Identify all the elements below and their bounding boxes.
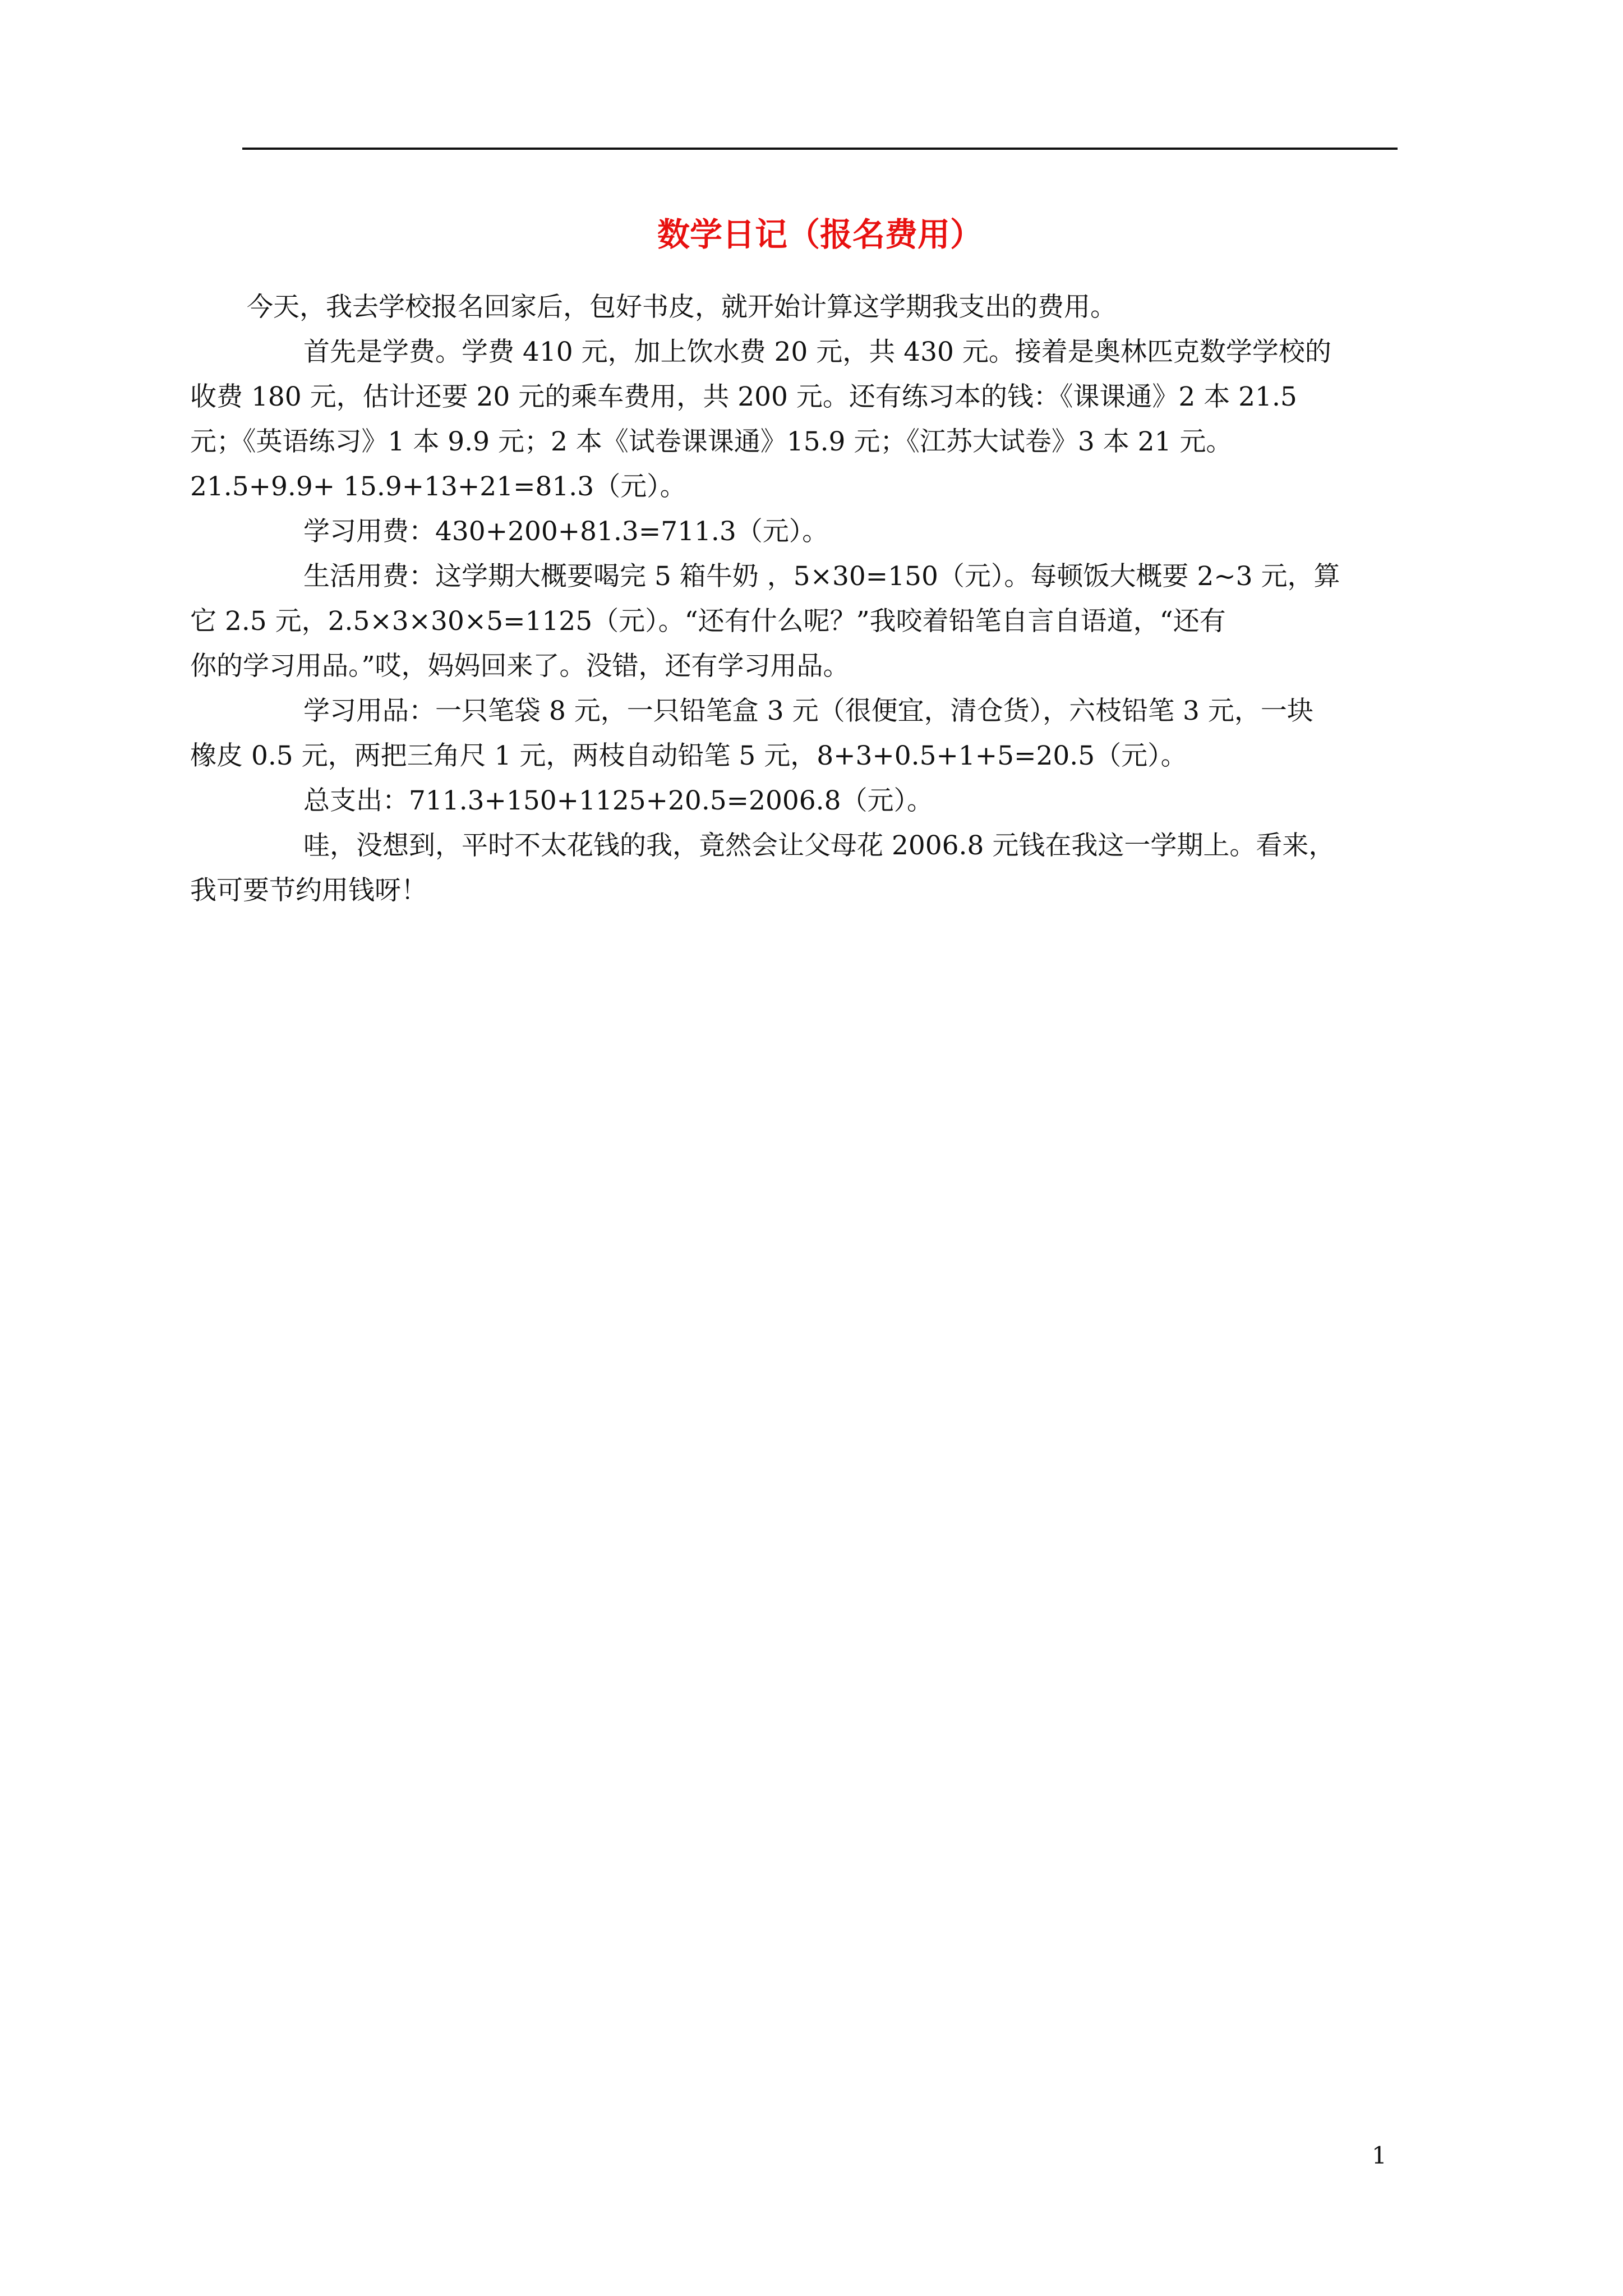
text-line: 学习用费：430+200+81.3=711.3（元）。 (303, 516, 829, 547)
paragraph-living-cost (190, 554, 1402, 689)
document-title: 数学日记（报名费用） (657, 215, 983, 254)
paragraph-total (247, 779, 1402, 823)
text-line: 橡皮 0.5 元，两把三角尺 1 元，两枝自动铅笔 5 元，8+3+0.5+1+5=20.5（元）。 (190, 740, 1187, 771)
text-line: 它 2.5 元，2.5×3×30×5=1125（元）。“还有什么呢？”我咬着铅笔自言自语道，“还有 (190, 606, 1226, 637)
text-line: 学习用品：一只笔袋 8 元，一只铅笔盒 3 元（很便宜，清仓货），六枝铅笔 3 元，一块 (303, 696, 1313, 726)
page-number: 1 (1372, 2142, 1387, 2169)
paragraph-study-cost (247, 509, 1402, 554)
text-line: 哇，没想到，平时不太花钱的我，竟然会让父母花 2006.8 元钱在我这一学期上。看来， (303, 830, 1335, 861)
text-line: 总支出：711.3+150+1125+20.5=2006.8（元）。 (303, 785, 933, 816)
document-body (190, 285, 1402, 913)
paragraph-conclusion (190, 823, 1402, 913)
paragraph-intro (247, 285, 1402, 330)
text-line: 今天，我去学校报名回家后，包好书皮，就开始计算这学期我支出的费用。 (247, 292, 1117, 323)
text-line: 首先是学费。学费 410 元，加上饮水费 20 元，共 430 元。接着是奥林匹克数学学校的 (303, 337, 1331, 367)
text-line: 我可要节约用钱呀！ (190, 875, 427, 906)
paragraph-supplies (190, 689, 1402, 779)
text-line: 元；《英语练习》1 本 9.9 元；2 本《试卷课课通》15.9 元；《江苏大试卷》3 本 21 元。 (190, 426, 1233, 457)
text-line: 你的学习用品。”哎，妈妈回来了。没错，还有学习用品。 (190, 651, 850, 682)
text-line: 生活用费：这学期大概要喝完 5 箱牛奶 ，5×30=150（元）。每顿饭大概要 2~3 元，算 (303, 561, 1340, 592)
text-line: 21.5+9.9+ 15.9+13+21=81.3（元）。 (190, 471, 686, 502)
paragraph-tuition (190, 330, 1402, 509)
text-line: 收费 180 元，估计还要 20 元的乘车费用，共 200 元。还有练习本的钱：《课课通》2 本 21.5 (190, 381, 1297, 412)
header-rule (242, 148, 1398, 150)
